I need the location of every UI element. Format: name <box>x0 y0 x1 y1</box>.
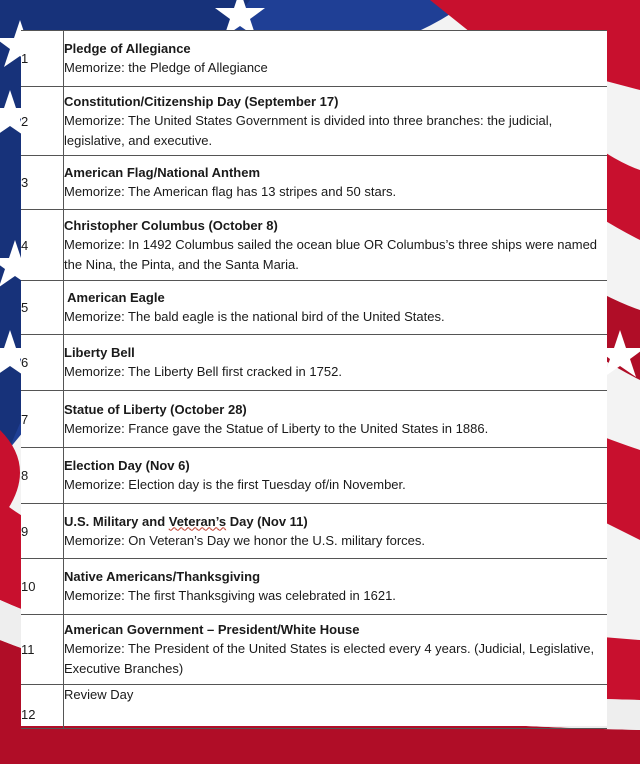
row-content <box>64 559 608 615</box>
memorize-text: Memorize: In 1492 Columbus sailed the ocean blue OR Columbus’s three ships were named the Nina, the Pinta, and the Santa Maria. <box>64 236 598 272</box>
topic-title: American Government – President/White House <box>64 622 360 637</box>
topic-title: American Flag/National Anthem <box>64 165 260 180</box>
topic-title: Constitution/Citizenship Day (September 17) <box>64 93 339 109</box>
table-row <box>21 615 607 685</box>
memorize-text: Memorize: On Veteran’s Day we honor the U.S. military forces. <box>64 532 426 548</box>
row-number: 8 <box>21 448 64 504</box>
row-number: 11 <box>21 615 64 685</box>
title-part: U.S. Military and <box>64 513 169 529</box>
row-number: 7 <box>21 391 64 448</box>
review-day-text: Review Day <box>64 687 134 702</box>
memorize-text: Memorize: The Liberty Bell first cracked in 1752. <box>64 364 342 379</box>
row-content <box>64 281 608 335</box>
topic-title: Liberty Bell <box>64 345 135 360</box>
row-number: 2 <box>21 87 64 156</box>
row-number: 4 <box>21 210 64 281</box>
row-content <box>64 335 608 391</box>
memorize-text: Memorize: The President of the United States is elected every 4 years. (Judicial, Legislative, Executive Branches) <box>64 641 595 676</box>
topic-title: Statue of Liberty (October 28) <box>64 401 247 417</box>
topic-title: American Eagle <box>64 290 165 305</box>
table-row <box>21 156 607 210</box>
row-content <box>64 210 608 281</box>
topic-title <box>64 512 607 531</box>
row-content <box>64 504 608 559</box>
row-content <box>64 156 608 210</box>
table-row <box>21 87 607 156</box>
row-content <box>64 391 608 448</box>
row-number: 6 <box>21 335 64 391</box>
table-row <box>21 448 607 504</box>
row-content <box>64 615 608 685</box>
row-number: 9 <box>21 504 64 559</box>
row-number: 5 <box>21 281 64 335</box>
spellcheck-flagged-word: Veteran’s <box>168 513 227 529</box>
row-number: 12 <box>21 685 64 729</box>
memorize-text: Memorize: The United States Government is divided into three branches: the judicial, legislative, and executive. <box>64 112 553 148</box>
topic-title: Native Americans/Thanksgiving <box>64 569 261 584</box>
table-row <box>21 210 607 281</box>
memorize-text: Memorize: the Pledge of Allegiance <box>64 60 268 75</box>
memorize-text: Memorize: France gave the Statue of Liberty to the United States in 1886. <box>64 420 489 436</box>
table-row <box>21 391 607 448</box>
row-content <box>64 448 608 504</box>
row-content <box>64 87 608 156</box>
row-content <box>64 685 608 729</box>
row-number: 10 <box>21 559 64 615</box>
memorize-text: Memorize: The American flag has 13 stripes and 50 stars. <box>64 184 397 199</box>
memorize-text: Memorize: Election day is the first Tuesday of/in November. <box>64 477 406 492</box>
topic-title: Pledge of Allegiance <box>64 41 191 56</box>
table-row <box>21 335 607 391</box>
memorize-text: Memorize: The first Thanksgiving was celebrated in 1621. <box>64 588 396 603</box>
row-number: 3 <box>21 156 64 210</box>
row-number: 1 <box>21 31 64 87</box>
topics-table <box>21 30 607 729</box>
title-part: Day (Nov 11) <box>226 513 308 529</box>
table-row <box>21 31 607 87</box>
table-row <box>21 281 607 335</box>
table-row <box>21 504 607 559</box>
row-content <box>64 31 608 87</box>
table-row <box>21 685 607 729</box>
topic-title: Christopher Columbus (October 8) <box>64 217 278 233</box>
topic-title: Election Day (Nov 6) <box>64 458 190 473</box>
table-row <box>21 559 607 615</box>
memorize-text: Memorize: The bald eagle is the national bird of the United States. <box>64 309 445 324</box>
